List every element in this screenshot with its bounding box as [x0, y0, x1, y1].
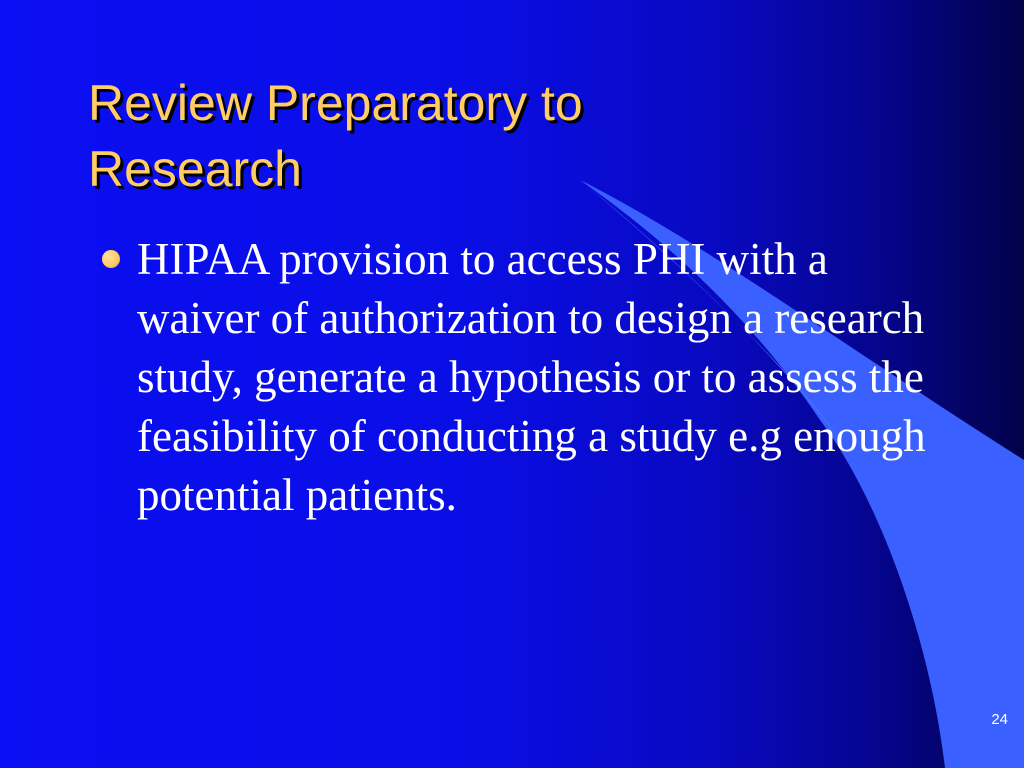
bullet-item [100, 230, 935, 525]
bullet-list [100, 230, 935, 525]
bullet-dot-icon [102, 250, 120, 268]
bullet-text: HIPAA provision to access PHI with a waiver of authorization to design a research study, generate a hypothesis or to assess the feasibility of conducting a study e.g enough potential patients. [137, 234, 926, 520]
slide-title: Review Preparatory to Research [88, 75, 583, 197]
page-number: 24 [991, 711, 1008, 728]
